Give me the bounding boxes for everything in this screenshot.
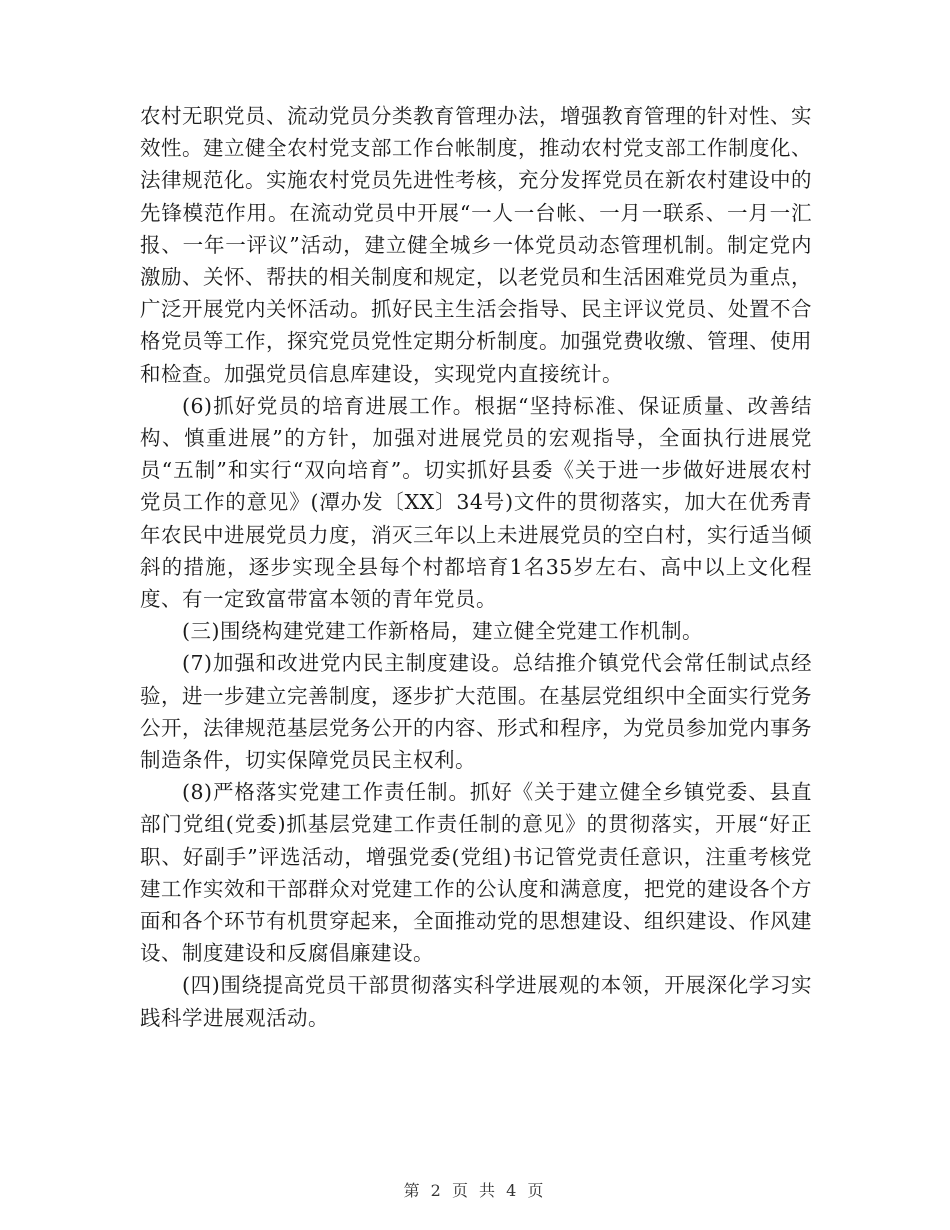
paragraph-2: (6)抓好党员的培育进展工作。根据“坚持标准、保证质量、改善结构、慎重进展”的方针，加强对进展党员的宏观指导，全面执行进展党员“五制”和实行“双向培育”。切实抓好县委《关于进一步做好进展农村党员工作的意见》(潭办发〔XX〕34号)文件的贯彻落实，加大在优秀青年农民中进展党员力度，消灭三年以上未进展党员的空白村，实行适当倾斜的措施，逐步实现全县每个村都培育1名35岁左右、高中以上文化程度、有一定致富带富本领的青年党员。 bbox=[140, 393, 812, 612]
paragraph-5: (8)严格落实党建工作责任制。抓好《关于建立健全乡镇党委、县直部门党组(党委)抓基层党建工作责任制的意见》的贯彻落实，开展“好正职、好副手”评选活动，增强党委(党组)书记管党责任意识，注重考核党建工作实效和干部群众对党建工作的公认度和满意度，把党的建设各个方面和各个环节有机贯穿起来，全面推动党的思想建设、组织建设、作风建设、制度建设和反腐倡廉建设。 bbox=[140, 780, 812, 966]
paragraph-4: (7)加强和改进党内民主制度建设。总结推介镇党代会常任制试点经验，进一步建立完善制度，逐步扩大范围。在基层党组织中全面实行党务公开，法律规范基层党务公开的内容、形式和程序，为党员参加党内事务制造条件，切实保障党员民主权利。 bbox=[140, 651, 812, 773]
paragraph-1: 农村无职党员、流动党员分类教育管理办法，增强教育管理的针对性、实效性。建立健全农村党支部工作台帐制度，推动农村党支部工作制度化、法律规范化。实施农村党员先进性考核，充分发挥党员在新农村建设中的先锋模范作用。在流动党员中开展“一人一台帐、一月一联系、一月一汇报、一年一评议”活动，建立健全城乡一体党员动态管理机制。制定党内激励、关怀、帮扶的相关制度和规定，以老党员和生活困难党员为重点，广泛开展党内关怀活动。抓好民主生活会指导、民主评议党员、处置不合格党员等工作，探究党员党性定期分析制度。加强党费收缴、管理、使用和检查。加强党员信息库建设，实现党内直接统计。 bbox=[140, 104, 812, 386]
document-body bbox=[140, 100, 812, 1034]
paragraph-3-heading: (三)围绕构建党建工作新格局，建立健全党建工作机制。 bbox=[182, 619, 703, 644]
paragraph-6-heading: (四)围绕提高党员干部贯彻落实科学进展观的本领，开展深化学习实践科学进展观活动。 bbox=[140, 973, 812, 1030]
page-number-footer: 第 2 页 共 4 页 bbox=[403, 1181, 547, 1200]
